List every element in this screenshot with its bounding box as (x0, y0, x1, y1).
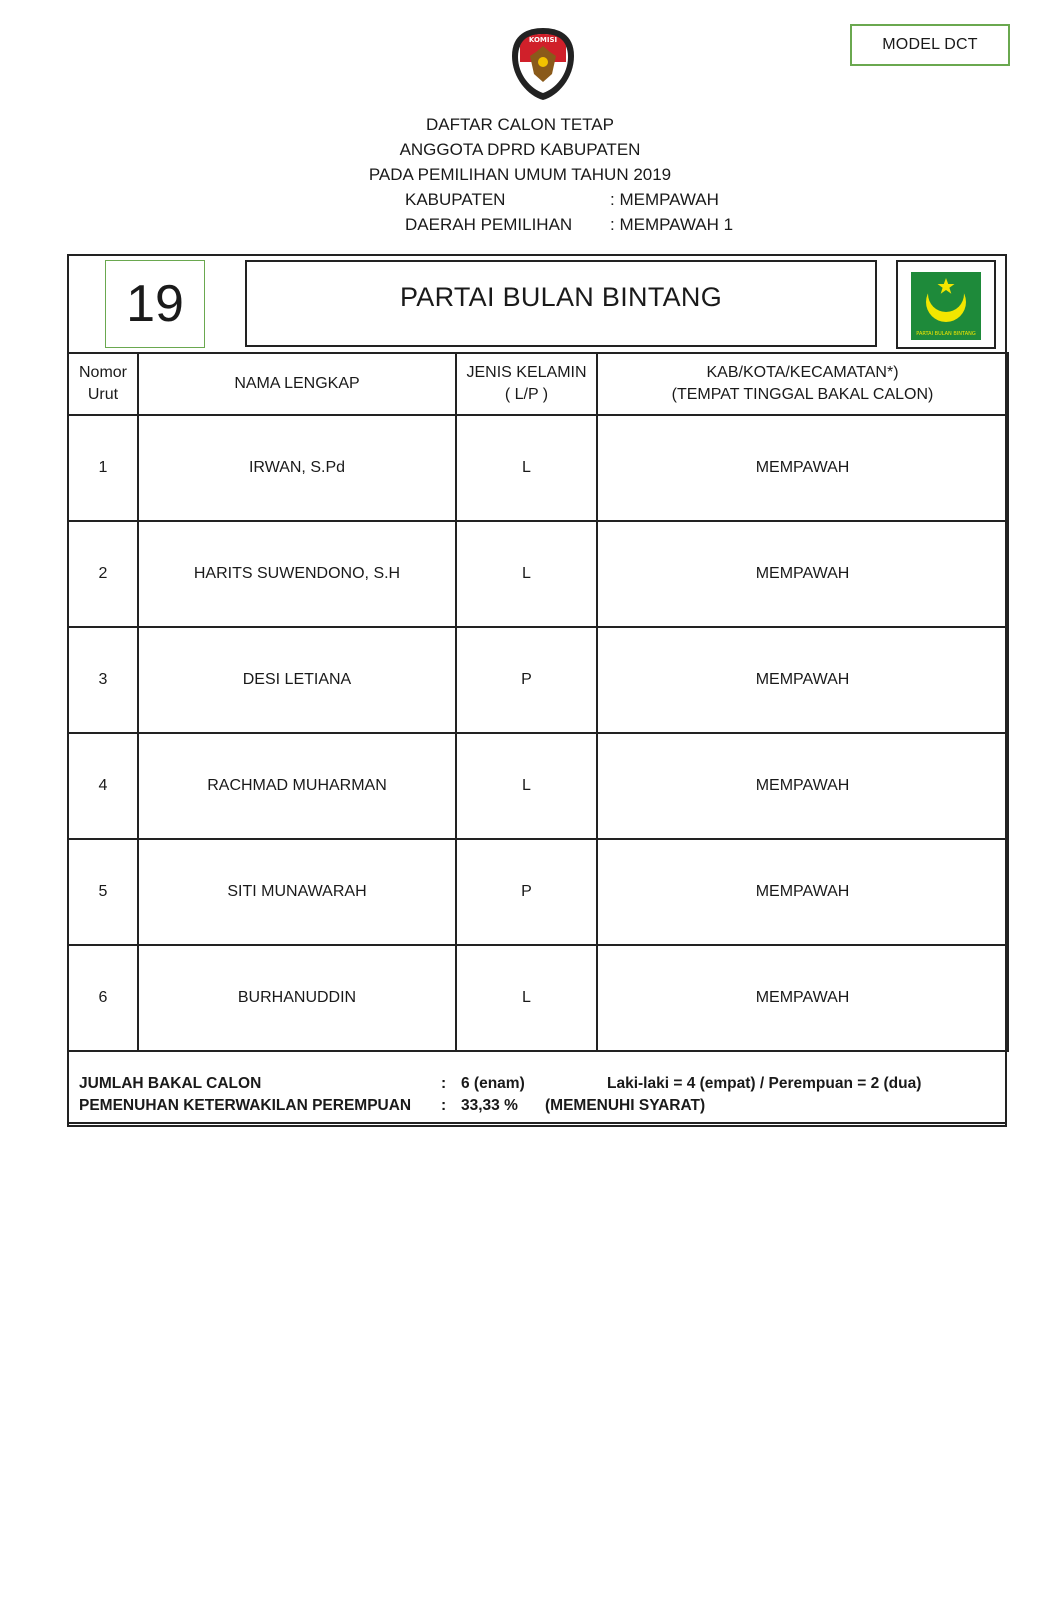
cell-number: 5 (68, 839, 138, 945)
party-logo-icon (911, 272, 981, 340)
cell-name: HARITS SUWENDONO, S.H (138, 521, 456, 627)
dapil-label: DAERAH PEMILIHAN (405, 215, 573, 234)
party-logo-frame (896, 260, 996, 349)
cell-gender: L (456, 521, 597, 627)
cell-number: 4 (68, 733, 138, 839)
party-name: PARTAI BULAN BINTANG (245, 260, 877, 347)
col-header-number: Nomor Urut (68, 353, 138, 415)
table-row (68, 521, 1008, 627)
table-row (68, 839, 1008, 945)
cell-number: 6 (68, 945, 138, 1051)
col-header-gender: JENIS KELAMIN ( L/P ) (456, 353, 597, 415)
gender-breakdown: Laki-laki = 4 (empat) / Perempuan = 2 (dua) (607, 1075, 922, 1092)
cell-residence: MEMPAWAH (597, 627, 1008, 733)
women-status: (MEMENUHI SYARAT) (545, 1097, 706, 1114)
table-row (68, 945, 1008, 1051)
table-row (68, 627, 1008, 733)
cell-residence: MEMPAWAH (597, 521, 1008, 627)
party-number: 19 (105, 260, 205, 348)
cell-name: DESI LETIANA (138, 627, 456, 733)
dapil-value: : MEMPAWAH 1 (610, 215, 734, 234)
party-logo-caption: PARTAI BULAN BINTANG (916, 331, 976, 337)
region-info (405, 187, 733, 237)
cell-gender: L (456, 733, 597, 839)
header-subtitle: ANGGOTA DPRD KABUPATEN (399, 140, 641, 159)
candidate-table (67, 352, 1009, 1052)
total-label: JUMLAH BAKAL CALON (79, 1075, 262, 1092)
kpu-emblem-text: KOMISI (528, 36, 558, 44)
cell-gender: L (456, 945, 597, 1051)
kabupaten-label: KABUPATEN (405, 190, 506, 209)
cell-name: IRWAN, S.Pd (138, 415, 456, 521)
table-row (68, 733, 1008, 839)
kpu-emblem-icon (508, 26, 578, 102)
women-label: PEMENUHAN KETERWAKILAN PEREMPUAN (79, 1097, 412, 1114)
cell-number: 2 (68, 521, 138, 627)
model-label: MODEL DCT (850, 24, 1010, 66)
cell-gender: P (456, 839, 597, 945)
document-header (0, 112, 1040, 187)
cell-name: RACHMAD MUHARMAN (138, 733, 456, 839)
cell-gender: L (456, 415, 597, 521)
women-percent: 33,33 % (461, 1097, 518, 1114)
cell-gender: P (456, 627, 597, 733)
col-header-residence: KAB/KOTA/KECAMATAN*) (TEMPAT TINGGAL BAKAL CALON) (597, 353, 1008, 415)
cell-name: BURHANUDDIN (138, 945, 456, 1051)
cell-residence: MEMPAWAH (597, 839, 1008, 945)
kabupaten-value: : MEMPAWAH (610, 190, 719, 209)
summary-section (67, 1057, 1007, 1127)
total-colon: : (441, 1075, 447, 1092)
table-header-row (68, 353, 1008, 415)
cell-name: SITI MUNAWARAH (138, 839, 456, 945)
cell-residence: MEMPAWAH (597, 945, 1008, 1051)
cell-number: 1 (68, 415, 138, 521)
header-title: DAFTAR CALON TETAP (426, 115, 614, 134)
cell-residence: MEMPAWAH (597, 415, 1008, 521)
col-header-name: NAMA LENGKAP (138, 353, 456, 415)
cell-number: 3 (68, 627, 138, 733)
total-value: 6 (enam) (461, 1075, 525, 1092)
table-row (68, 415, 1008, 521)
cell-residence: MEMPAWAH (597, 733, 1008, 839)
women-colon: : (441, 1097, 447, 1114)
header-election: PADA PEMILIHAN UMUM TAHUN 2019 (368, 165, 672, 184)
